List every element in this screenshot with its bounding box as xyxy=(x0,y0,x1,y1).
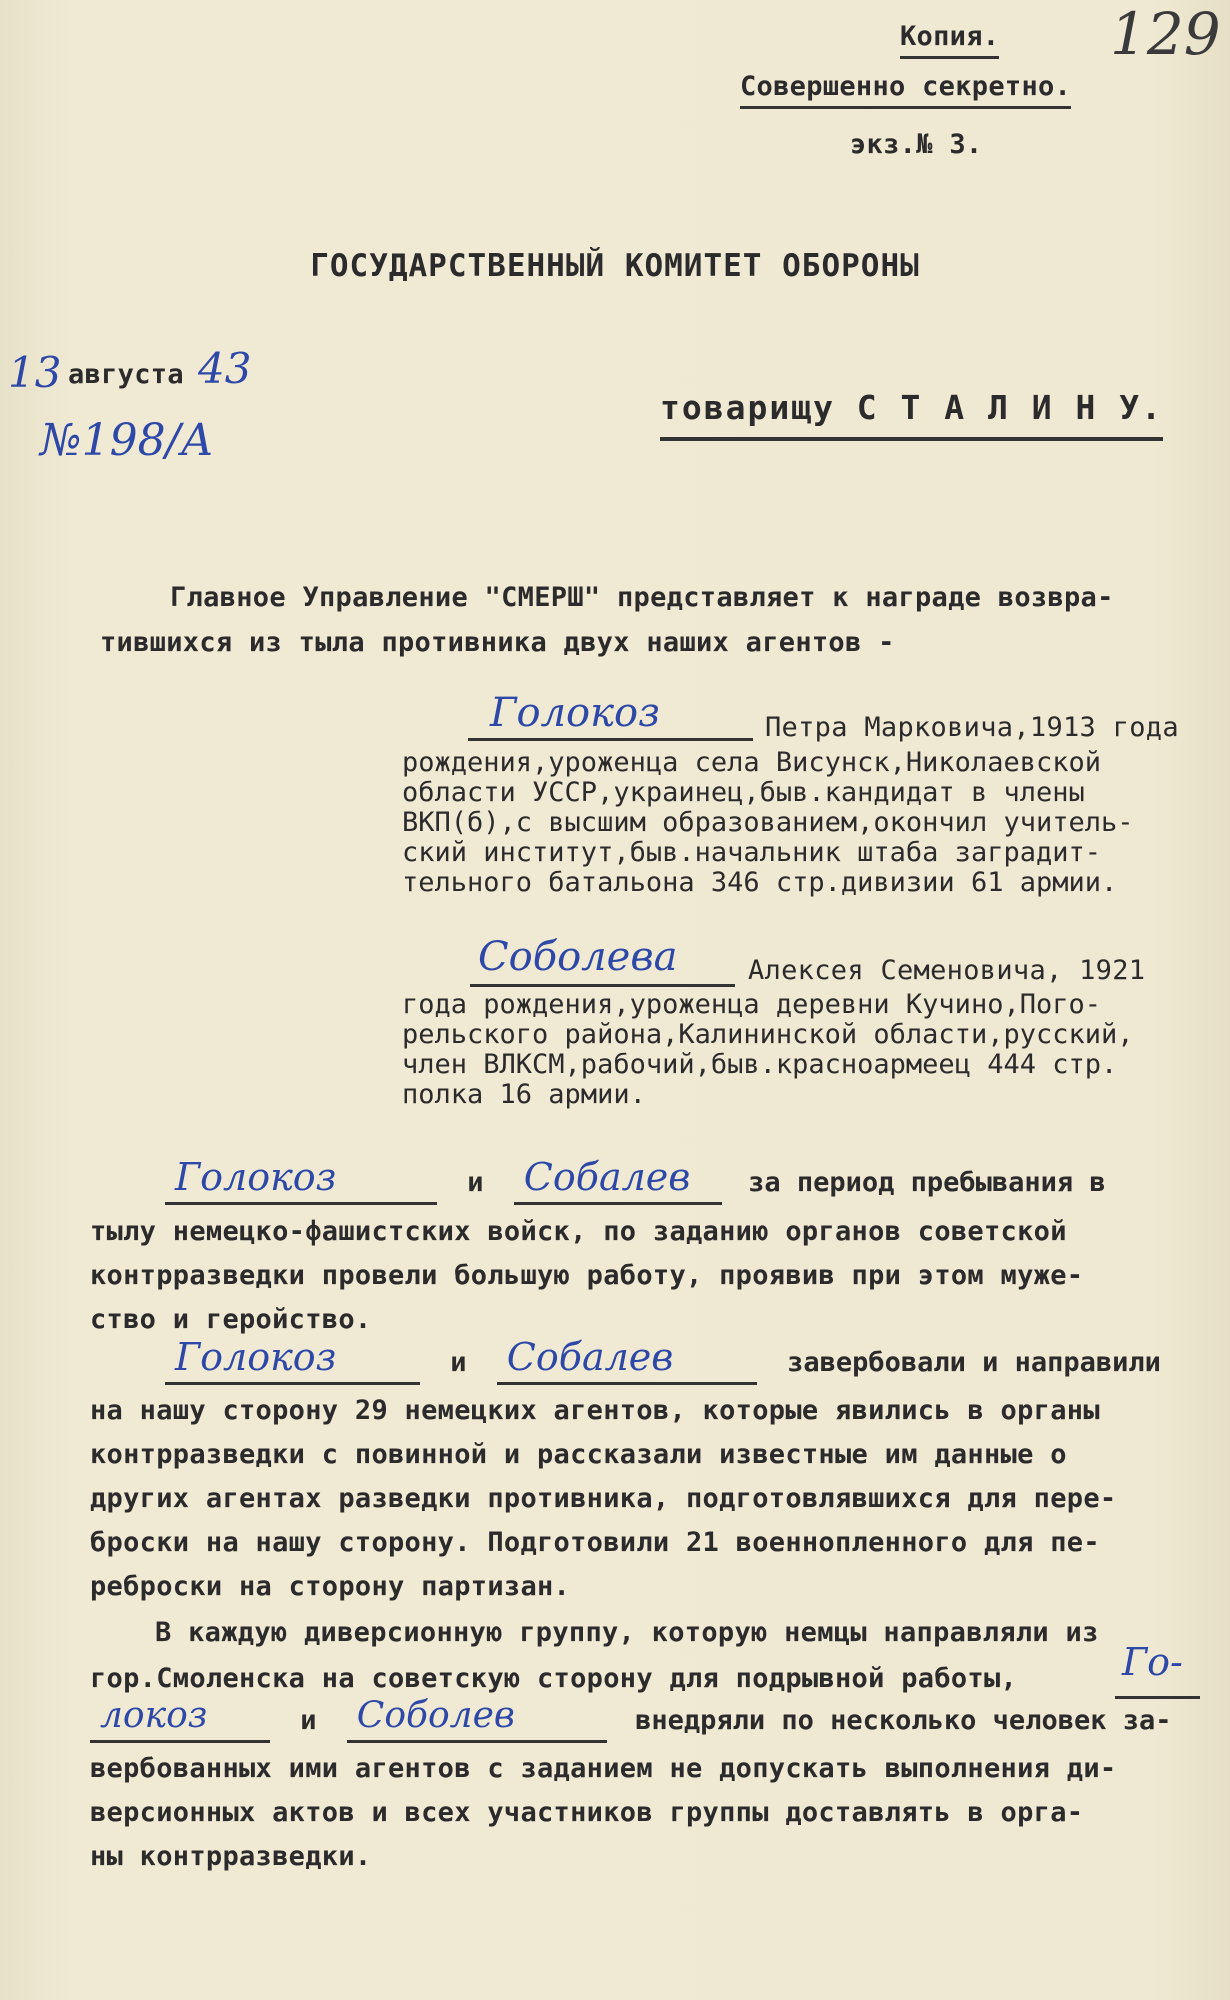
copy-label: Копия. xyxy=(900,20,999,59)
para3-line-3 xyxy=(90,1695,1172,1743)
para2-name1: Голокоз xyxy=(175,1335,337,1379)
agent2-line-1: Алексея Семеновича, 1921 xyxy=(748,955,1146,986)
agent2-surname: Соболева xyxy=(478,934,678,980)
para3-line-6: ны контрразведки. xyxy=(90,1841,372,1872)
para3-name2: Соболев xyxy=(356,1695,515,1736)
para3-name1-part1: Го- xyxy=(1122,1640,1183,1684)
para3-conj: и xyxy=(300,1705,317,1736)
para1-first-line xyxy=(165,1155,1106,1205)
agent2-line-3: рельского района,Калининской области,русский, xyxy=(402,1019,1134,1050)
agent2-line-4: член ВЛКСМ,рабочий,быв.красноармеец 444 стр. xyxy=(402,1049,1118,1080)
para1-conj: и xyxy=(467,1167,484,1198)
document-number: №198/А xyxy=(40,415,214,466)
intro-line-1: Главное Управление "СМЕРШ" представляет к награде возвра- xyxy=(170,582,1114,613)
agent2-line-5: полка 16 армии. xyxy=(402,1079,646,1110)
para3-line-5: версионных актов и всех участников группы доставлять в орга- xyxy=(90,1797,1084,1828)
para1-name1: Голокоз xyxy=(175,1155,337,1199)
document-heading: ГОСУДАРСТВЕННЫЙ КОМИТЕТ ОБОРОНЫ xyxy=(310,248,920,284)
agent1-line-4: ВКП(б),с высшим образованием,окончил учитель- xyxy=(402,807,1134,838)
para2-first-line xyxy=(165,1335,1161,1385)
para3-name1-part2: локоз xyxy=(100,1695,208,1736)
date-month: августа xyxy=(68,359,184,390)
para1-line1-rest: за период пребывания в xyxy=(748,1167,1106,1198)
date-day: 13 xyxy=(8,348,62,397)
agent2-bio xyxy=(402,990,1222,1110)
para3-name1-part2-blank xyxy=(90,1695,270,1743)
para3-name2-blank xyxy=(347,1695,607,1743)
agent1-line-5: ский институт,быв.начальник штаба заградит- xyxy=(402,837,1101,868)
agent1-line-2: рождения,уроженца села Висунск,Николаевской xyxy=(402,747,1101,778)
para2-name2-blank xyxy=(497,1335,757,1385)
agent2-line-2: года рождения,уроженца деревни Кучино,Пого- xyxy=(402,989,1101,1020)
agent1-line-1: Петра Марковича,1913 года xyxy=(765,712,1179,743)
archive-page-number: 129 xyxy=(1110,0,1221,68)
para3-line-2: гор.Смоленска на советскую сторону для подрывной работы, xyxy=(90,1663,1018,1694)
intro-line-2: тившихся из тыла противника двух наших агентов - xyxy=(100,627,895,658)
para2-line-5: броски на нашу сторону. Подготовили 21 военнопленного для пе- xyxy=(90,1527,1100,1558)
agent1-bio xyxy=(402,748,1222,898)
para2-line1-rest: завербовали и направили xyxy=(787,1347,1161,1378)
agent1-line-6: тельного батальона 346 стр.дивизии 61 армии. xyxy=(402,867,1118,898)
secrecy-stamp: Совершенно секретно. xyxy=(740,70,1071,109)
para1-line-3: контрразведки провели большую работу, проявив при этом муже- xyxy=(90,1260,1084,1291)
para2-line-4: других агентах разведки противника, подготовлявшихся для пере- xyxy=(90,1483,1117,1514)
para3-line-4: вербованных ими агентов с заданием не допускать выполнения ди- xyxy=(90,1753,1117,1784)
para1-name2-blank xyxy=(514,1155,722,1205)
para1-line-4: ство и геройство. xyxy=(90,1304,372,1335)
date-year: 43 xyxy=(198,344,252,393)
para2-line-6: реброски на сторону партизан. xyxy=(90,1571,571,1602)
agent1-line-3: области УССР,украинец,быв.кандидат в члены xyxy=(402,777,1085,808)
addressee: товарищу С Т А Л И Н У. xyxy=(660,388,1163,441)
para2-line-2: на нашу сторону 29 немецких агентов, которые явились в органы xyxy=(90,1395,1100,1426)
para2-name2: Собалев xyxy=(506,1335,674,1379)
para2-name1-blank xyxy=(165,1335,420,1385)
para1-name1-blank xyxy=(165,1155,437,1205)
para1-name2: Собалев xyxy=(523,1155,691,1199)
para1-line-2: тылу немецко-фашистских войск, по заданию органов советской xyxy=(90,1216,1067,1247)
para3-line3-rest: внедряли по несколько человек за- xyxy=(635,1705,1172,1736)
para2-line-3: контрразведки с повинной и рассказали известные им данные о xyxy=(90,1439,1067,1470)
para3-line-1: В каждую диверсионную группу, которую немцы направляли из xyxy=(155,1617,1099,1648)
agent1-surname: Голокоз xyxy=(490,690,660,736)
para2-conj: и xyxy=(450,1347,467,1378)
copy-number: экз.№ 3. xyxy=(850,129,983,160)
